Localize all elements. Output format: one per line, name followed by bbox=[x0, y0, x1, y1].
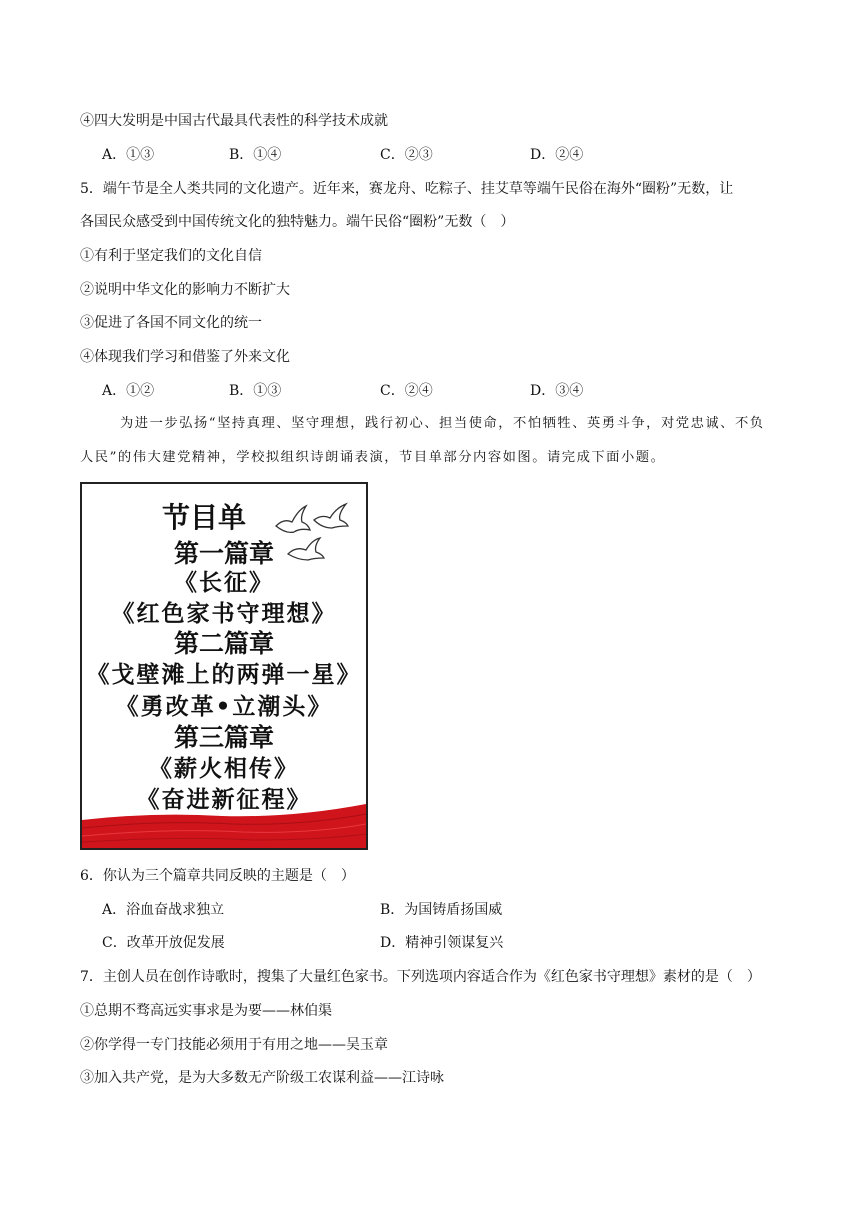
q7-item-3: ③加入共产党，是为大多数无产阶级工农谋利益——江诗咏 bbox=[80, 1070, 444, 1086]
program-item-5: 《薪火相传》 bbox=[149, 756, 299, 782]
program-item-2: 《红色家书守理想》 bbox=[111, 601, 337, 627]
q7-item-2: ②你学得一专门技能必须用于有用之地——吴玉章 bbox=[80, 1037, 388, 1053]
q4-item-4: ④四大发明是中国古代最具代表性的科学技术成就 bbox=[80, 113, 388, 129]
program-item-4: 《勇改革•立潮头》 bbox=[115, 694, 333, 720]
intro-line-1: 为进一步弘扬“坚持真理、坚守理想，践行初心、担当使命，不怕牺牲、英勇斗争，对党忠诚、不负 bbox=[120, 416, 765, 431]
q5-option-b: B．①③ bbox=[229, 383, 282, 399]
q5-item-1: ①有利于坚定我们的文化自信 bbox=[80, 248, 262, 264]
q5-stem-line-1: 5．端午节是全人类共同的文化遗产。近年来，赛龙舟、吃粽子、挂艾草等端午民俗在海外“圈粉”无数，让 bbox=[80, 181, 734, 197]
q7-stem: 7．主创人员在创作诗歌时，搜集了大量红色家书。下列选项内容适合作为《红色家书守理想》素材的是（ ） bbox=[80, 969, 761, 985]
intro-line-2: 人民”的伟大建党精神，学校拟组织诗朗诵表演，节目单部分内容如图。请完成下面小题。 bbox=[80, 450, 666, 465]
q4-option-b: B．①④ bbox=[229, 147, 282, 163]
q6-option-b: B．为国铸盾扬国威 bbox=[380, 902, 503, 918]
q4-option-d: D．②④ bbox=[530, 147, 584, 163]
red-ribbon-decoration bbox=[82, 798, 366, 848]
q4-option-a: A．①③ bbox=[102, 147, 155, 163]
q6-option-c: C．改革开放促发展 bbox=[102, 935, 225, 951]
q5-option-a: A．①② bbox=[102, 383, 155, 399]
q5-option-d: D．③④ bbox=[530, 383, 584, 399]
q5-option-c: C．②④ bbox=[380, 383, 433, 399]
chapter-3-heading: 第三篇章 bbox=[173, 723, 274, 752]
program-title: 节目单 bbox=[161, 501, 246, 534]
q5-stem-line-2: 各国民众感受到中国传统文化的独特魅力。端午民俗“圈粉”无数（ ） bbox=[80, 214, 515, 230]
q5-item-2: ②说明中华文化的影响力不断扩大 bbox=[80, 282, 290, 298]
q7-item-1: ①总期不骛高远实事求是为要——林伯渠 bbox=[80, 1003, 332, 1019]
program-poster bbox=[80, 482, 368, 850]
program-item-1: 《长征》 bbox=[174, 570, 274, 596]
q6-stem: 6．你认为三个篇章共同反映的主题是（ ） bbox=[80, 868, 355, 884]
q5-item-3: ③促进了各国不同文化的统一 bbox=[80, 315, 262, 331]
q4-option-c: C．②③ bbox=[380, 147, 433, 163]
q5-item-4: ④体现我们学习和借鉴了外来文化 bbox=[80, 349, 290, 365]
q6-option-a: A．浴血奋战求独立 bbox=[102, 902, 225, 918]
program-item-3: 《戈壁滩上的两弹一星》 bbox=[86, 662, 362, 688]
q6-option-d: D．精神引领谋复兴 bbox=[380, 935, 504, 951]
chapter-2-heading: 第二篇章 bbox=[173, 629, 274, 658]
chapter-1-heading: 第一篇章 bbox=[173, 539, 274, 568]
program-item-6: 《奋进新征程》 bbox=[136, 787, 312, 813]
